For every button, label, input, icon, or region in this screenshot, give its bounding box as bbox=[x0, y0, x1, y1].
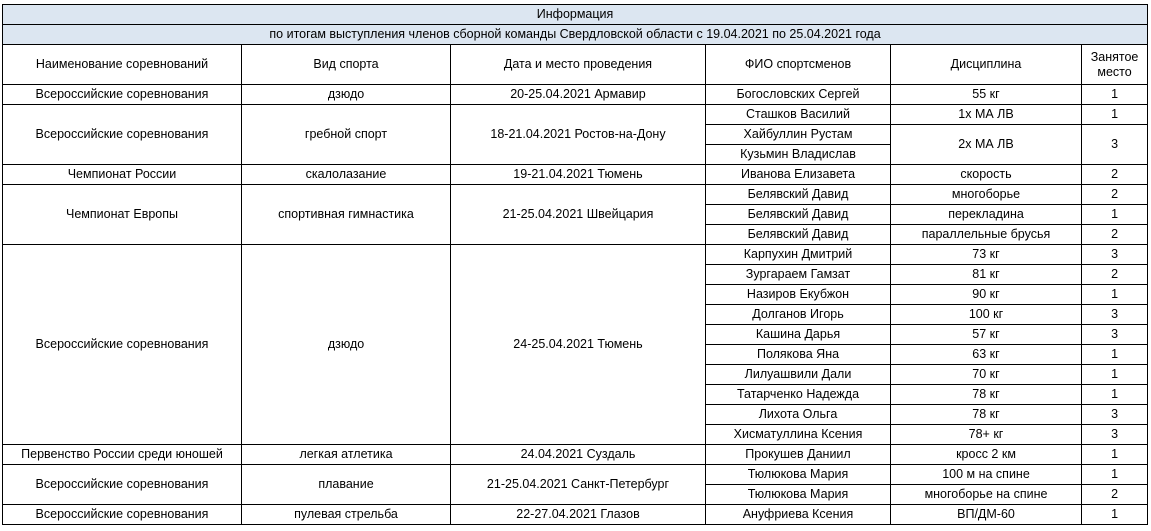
table-row bbox=[3, 445, 1148, 465]
date-place-cell: 22-27.04.2021 Глазов bbox=[451, 505, 706, 525]
header-competition: Наименование соревнований bbox=[3, 45, 242, 85]
competition-cell: Всероссийские соревнования bbox=[3, 245, 242, 445]
place-cell: 2 bbox=[1082, 165, 1148, 185]
athlete-cell: Кузьмин Владислав bbox=[706, 145, 891, 165]
date-place-cell: 19-21.04.2021 Тюмень bbox=[451, 165, 706, 185]
discipline-cell: 100 м на спине bbox=[891, 465, 1082, 485]
discipline-cell: 63 кг bbox=[891, 345, 1082, 365]
header-row bbox=[3, 45, 1148, 85]
place-cell: 3 bbox=[1082, 425, 1148, 445]
competition-cell: Всероссийские соревнования bbox=[3, 505, 242, 525]
athlete-cell: Богословских Сергей bbox=[706, 85, 891, 105]
competition-cell: Всероссийские соревнования bbox=[3, 85, 242, 105]
table-row bbox=[3, 505, 1148, 525]
sport-cell: скалолазание bbox=[242, 165, 451, 185]
athlete-cell: Тюлюкова Мария bbox=[706, 465, 891, 485]
discipline-cell: 78+ кг bbox=[891, 425, 1082, 445]
athlete-cell: Сташков Василий bbox=[706, 105, 891, 125]
athlete-cell: Белявский Давид bbox=[706, 185, 891, 205]
date-place-cell: 24.04.2021 Суздаль bbox=[451, 445, 706, 465]
table-row bbox=[3, 465, 1148, 485]
discipline-cell: 70 кг bbox=[891, 365, 1082, 385]
athlete-cell: Тюлюкова Мария bbox=[706, 485, 891, 505]
discipline-cell: 100 кг bbox=[891, 305, 1082, 325]
place-cell: 3 bbox=[1082, 325, 1148, 345]
discipline-cell: 90 кг bbox=[891, 285, 1082, 305]
athlete-cell: Кашина Дарья bbox=[706, 325, 891, 345]
date-place-cell: 21-25.04.2021 Санкт-Петербург bbox=[451, 465, 706, 505]
results-table bbox=[2, 4, 1148, 525]
discipline-cell: многоборье bbox=[891, 185, 1082, 205]
discipline-cell: скорость bbox=[891, 165, 1082, 185]
table-row bbox=[3, 245, 1148, 265]
athlete-cell: Зургараем Гамзат bbox=[706, 265, 891, 285]
sport-cell: гребной спорт bbox=[242, 105, 451, 165]
discipline-cell: перекладина bbox=[891, 205, 1082, 225]
table-row bbox=[3, 105, 1148, 125]
place-cell: 3 bbox=[1082, 125, 1148, 165]
place-cell: 3 bbox=[1082, 305, 1148, 325]
place-cell: 2 bbox=[1082, 225, 1148, 245]
table-row bbox=[3, 185, 1148, 205]
header-discipline: Дисциплина bbox=[891, 45, 1082, 85]
sport-cell: спортивная гимнастика bbox=[242, 185, 451, 245]
place-cell: 1 bbox=[1082, 285, 1148, 305]
header-sport: Вид спорта bbox=[242, 45, 451, 85]
discipline-cell: 78 кг bbox=[891, 385, 1082, 405]
discipline-cell: 2х МА ЛВ bbox=[891, 125, 1082, 165]
place-cell: 1 bbox=[1082, 205, 1148, 225]
place-cell: 2 bbox=[1082, 485, 1148, 505]
discipline-cell: 73 кг bbox=[891, 245, 1082, 265]
date-place-cell: 20-25.04.2021 Армавир bbox=[451, 85, 706, 105]
discipline-cell: кросс 2 км bbox=[891, 445, 1082, 465]
athlete-cell: Белявский Давид bbox=[706, 205, 891, 225]
discipline-cell: 81 кг bbox=[891, 265, 1082, 285]
sport-cell: плавание bbox=[242, 465, 451, 505]
sport-cell: легкая атлетика bbox=[242, 445, 451, 465]
place-cell: 1 bbox=[1082, 365, 1148, 385]
place-cell: 1 bbox=[1082, 505, 1148, 525]
athlete-cell: Белявский Давид bbox=[706, 225, 891, 245]
athlete-cell: Лихота Ольга bbox=[706, 405, 891, 425]
discipline-cell: параллельные брусья bbox=[891, 225, 1082, 245]
date-place-cell: 18-21.04.2021 Ростов-на-Дону bbox=[451, 105, 706, 165]
sport-cell: дзюдо bbox=[242, 85, 451, 105]
athlete-cell: Хайбуллин Рустам bbox=[706, 125, 891, 145]
place-cell: 1 bbox=[1082, 445, 1148, 465]
discipline-cell: многоборье на спине bbox=[891, 485, 1082, 505]
competition-cell: Всероссийские соревнования bbox=[3, 105, 242, 165]
table-row bbox=[3, 85, 1148, 105]
date-place-cell: 24-25.04.2021 Тюмень bbox=[451, 245, 706, 445]
discipline-cell: ВП/ДМ-60 bbox=[891, 505, 1082, 525]
athlete-cell: Лилуашвили Дали bbox=[706, 365, 891, 385]
header-athlete: ФИО спортсменов bbox=[706, 45, 891, 85]
table-title: Информация bbox=[3, 5, 1148, 25]
athlete-cell: Ануфриева Ксения bbox=[706, 505, 891, 525]
athlete-cell: Долганов Игорь bbox=[706, 305, 891, 325]
athlete-cell: Татарченко Надежда bbox=[706, 385, 891, 405]
discipline-cell: 1х МА ЛВ bbox=[891, 105, 1082, 125]
athlete-cell: Хисматуллина Ксения bbox=[706, 425, 891, 445]
athlete-cell: Иванова Елизавета bbox=[706, 165, 891, 185]
athlete-cell: Карпухин Дмитрий bbox=[706, 245, 891, 265]
place-cell: 1 bbox=[1082, 105, 1148, 125]
place-cell: 1 bbox=[1082, 85, 1148, 105]
header-place: Занятое место bbox=[1082, 45, 1148, 85]
date-place-cell: 21-25.04.2021 Швейцария bbox=[451, 185, 706, 245]
place-cell: 1 bbox=[1082, 345, 1148, 365]
place-cell: 2 bbox=[1082, 185, 1148, 205]
place-cell: 3 bbox=[1082, 245, 1148, 265]
sport-cell: пулевая стрельба bbox=[242, 505, 451, 525]
place-cell: 1 bbox=[1082, 465, 1148, 485]
header-date-place: Дата и место проведения bbox=[451, 45, 706, 85]
discipline-cell: 55 кг bbox=[891, 85, 1082, 105]
sport-cell: дзюдо bbox=[242, 245, 451, 445]
table-row bbox=[3, 165, 1148, 185]
place-cell: 2 bbox=[1082, 265, 1148, 285]
table-subtitle: по итогам выступления членов сборной команды Свердловской области с 19.04.2021 по 25.04.2021 года bbox=[3, 25, 1148, 45]
athlete-cell: Полякова Яна bbox=[706, 345, 891, 365]
competition-cell: Всероссийские соревнования bbox=[3, 465, 242, 505]
competition-cell: Чемпионат Европы bbox=[3, 185, 242, 245]
place-cell: 3 bbox=[1082, 405, 1148, 425]
place-cell: 1 bbox=[1082, 385, 1148, 405]
competition-cell: Чемпионат России bbox=[3, 165, 242, 185]
athlete-cell: Назиров Екубжон bbox=[706, 285, 891, 305]
discipline-cell: 78 кг bbox=[891, 405, 1082, 425]
athlete-cell: Прокушев Даниил bbox=[706, 445, 891, 465]
competition-cell: Первенство России среди юношей bbox=[3, 445, 242, 465]
discipline-cell: 57 кг bbox=[891, 325, 1082, 345]
